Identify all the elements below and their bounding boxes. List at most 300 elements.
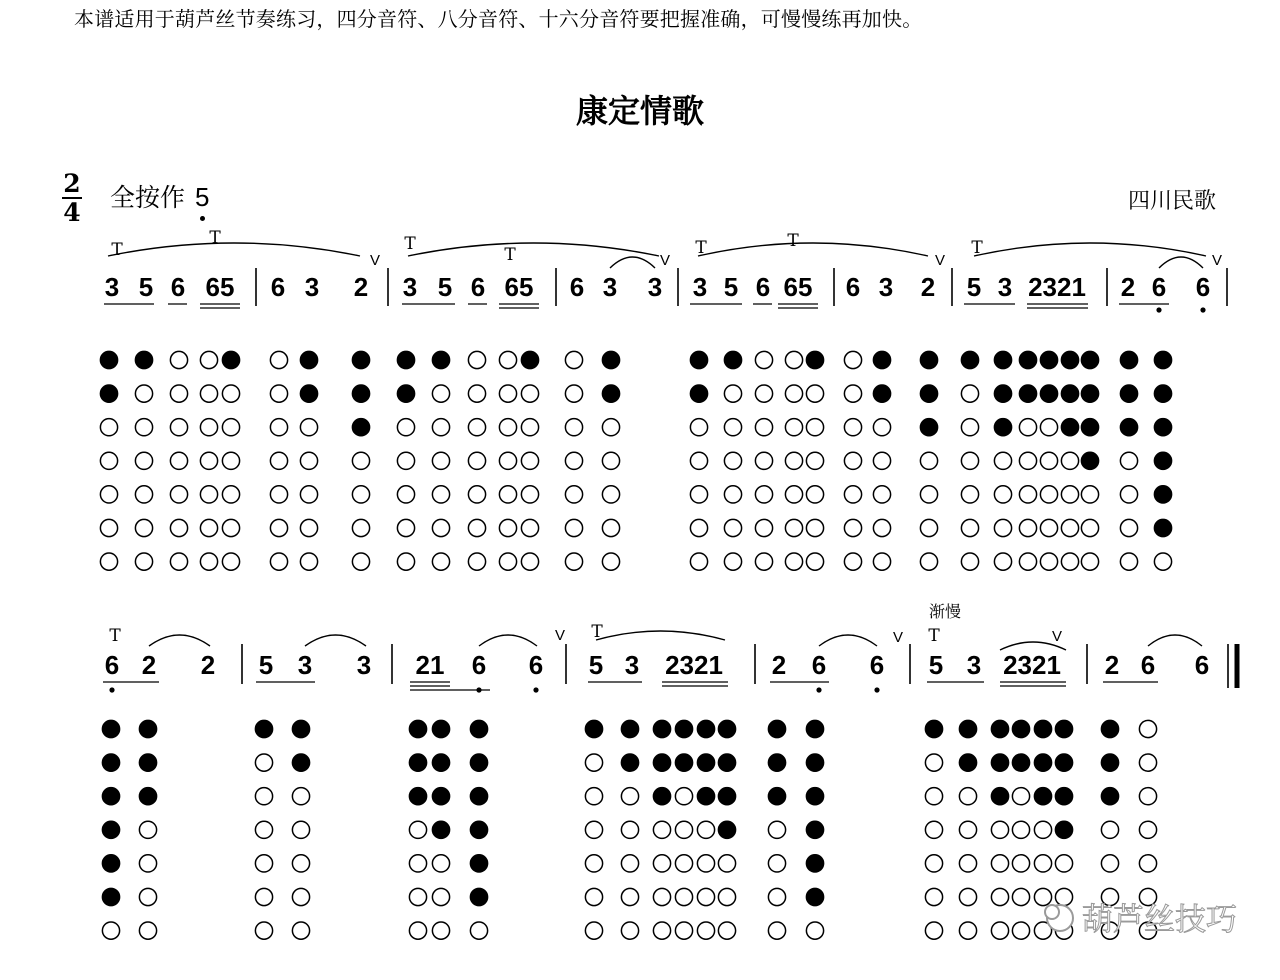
open-hole: [1081, 553, 1098, 570]
open-hole: [468, 452, 485, 469]
fingering-note-value: 5: [195, 182, 210, 212]
open-hole: [100, 519, 117, 536]
open-hole: [718, 888, 735, 905]
note: 21: [415, 650, 445, 680]
open-hole: [785, 553, 802, 570]
open-hole: [100, 486, 117, 503]
open-hole: [352, 553, 369, 570]
open-hole: [1040, 452, 1057, 469]
phrase-slur: [974, 243, 1206, 256]
open-hole: [873, 553, 890, 570]
closed-hole: [724, 351, 741, 368]
octave-dot: [533, 687, 538, 692]
closed-hole: [991, 720, 1008, 737]
open-hole: [602, 486, 619, 503]
open-hole: [961, 519, 978, 536]
open-hole: [292, 888, 309, 905]
closed-hole: [1154, 419, 1171, 436]
closed-hole: [1154, 385, 1171, 402]
open-hole: [602, 419, 619, 436]
open-hole: [768, 888, 785, 905]
open-hole: [255, 855, 272, 872]
open-hole: [139, 821, 156, 838]
note: 6: [471, 650, 487, 680]
open-hole: [270, 553, 287, 570]
open-hole: [768, 855, 785, 872]
open-hole: [785, 486, 802, 503]
closed-hole: [920, 351, 937, 368]
open-hole: [690, 553, 707, 570]
open-hole: [873, 419, 890, 436]
open-hole: [785, 385, 802, 402]
closed-hole: [1101, 754, 1118, 771]
open-hole: [352, 519, 369, 536]
open-hole: [585, 922, 602, 939]
closed-hole: [470, 720, 487, 737]
open-hole: [1055, 888, 1072, 905]
open-hole: [675, 788, 692, 805]
octave-dot: [109, 687, 114, 692]
closed-hole: [102, 788, 119, 805]
open-hole: [200, 519, 217, 536]
open-hole: [135, 519, 152, 536]
open-hole: [785, 351, 802, 368]
slur: [305, 635, 366, 646]
note: 6: [1151, 272, 1167, 302]
open-hole: [409, 821, 426, 838]
open-hole: [690, 486, 707, 503]
closed-hole: [397, 385, 414, 402]
open-hole: [806, 385, 823, 402]
closed-hole: [352, 351, 369, 368]
closed-hole: [718, 720, 735, 737]
open-hole: [844, 519, 861, 536]
open-hole: [653, 855, 670, 872]
open-hole: [806, 419, 823, 436]
open-hole: [994, 519, 1011, 536]
open-hole: [397, 486, 414, 503]
closed-hole: [300, 351, 317, 368]
closed-hole: [690, 351, 707, 368]
slur: [1159, 257, 1203, 268]
open-hole: [521, 452, 538, 469]
closed-hole: [1055, 720, 1072, 737]
open-hole: [1040, 519, 1057, 536]
closed-hole: [873, 351, 890, 368]
closed-hole: [1061, 419, 1078, 436]
open-hole: [602, 519, 619, 536]
closed-hole: [1055, 821, 1072, 838]
open-hole: [755, 385, 772, 402]
open-hole: [1040, 553, 1057, 570]
open-hole: [270, 452, 287, 469]
tongue-mark: T: [591, 622, 603, 642]
open-hole: [768, 922, 785, 939]
open-hole: [200, 553, 217, 570]
open-hole: [991, 821, 1008, 838]
open-hole: [470, 922, 487, 939]
open-hole: [959, 888, 976, 905]
open-hole: [653, 821, 670, 838]
closed-hole: [1081, 351, 1098, 368]
open-hole: [200, 486, 217, 503]
closed-hole: [255, 720, 272, 737]
open-hole: [397, 419, 414, 436]
open-hole: [432, 452, 449, 469]
closed-hole: [994, 351, 1011, 368]
closed-hole: [409, 788, 426, 805]
open-hole: [697, 922, 714, 939]
closed-hole: [621, 754, 638, 771]
closed-hole: [1034, 754, 1051, 771]
open-hole: [959, 922, 976, 939]
closed-hole: [718, 788, 735, 805]
open-hole: [565, 419, 582, 436]
note: 6: [755, 272, 771, 302]
open-hole: [468, 385, 485, 402]
open-hole: [961, 385, 978, 402]
open-hole: [300, 486, 317, 503]
open-hole: [961, 419, 978, 436]
open-hole: [920, 519, 937, 536]
tongue-mark: T: [404, 234, 416, 254]
open-hole: [724, 519, 741, 536]
tongue-mark: T: [209, 228, 221, 248]
open-hole: [521, 385, 538, 402]
open-hole: [499, 452, 516, 469]
open-hole: [806, 922, 823, 939]
note: 2: [920, 272, 936, 302]
note: 3: [966, 650, 982, 680]
open-hole: [565, 385, 582, 402]
closed-hole: [768, 754, 785, 771]
open-hole: [785, 419, 802, 436]
time-signature-bottom: 4: [63, 198, 81, 227]
open-hole: [1120, 519, 1137, 536]
closed-hole: [697, 754, 714, 771]
closed-hole: [768, 720, 785, 737]
open-hole: [653, 888, 670, 905]
open-hole: [1019, 419, 1036, 436]
closed-hole: [806, 788, 823, 805]
open-hole: [1012, 922, 1029, 939]
open-hole: [991, 855, 1008, 872]
closed-hole: [1154, 519, 1171, 536]
open-hole: [468, 351, 485, 368]
open-hole: [468, 419, 485, 436]
open-hole: [724, 452, 741, 469]
note: 5: [966, 272, 982, 302]
closed-hole: [1154, 486, 1171, 503]
note: 6: [470, 272, 486, 302]
closed-hole: [602, 351, 619, 368]
open-hole: [585, 788, 602, 805]
open-hole: [170, 385, 187, 402]
open-hole: [255, 888, 272, 905]
open-hole: [1055, 855, 1072, 872]
note: 3: [104, 272, 120, 302]
slur: [819, 635, 877, 646]
slur: [149, 635, 210, 646]
open-hole: [300, 419, 317, 436]
open-hole: [499, 553, 516, 570]
closed-hole: [100, 351, 117, 368]
open-hole: [432, 855, 449, 872]
open-hole: [432, 922, 449, 939]
closed-hole: [470, 821, 487, 838]
open-hole: [925, 754, 942, 771]
note: 5: [928, 650, 944, 680]
closed-hole: [697, 720, 714, 737]
open-hole: [785, 452, 802, 469]
closed-hole: [585, 720, 602, 737]
open-hole: [565, 519, 582, 536]
closed-hole: [675, 754, 692, 771]
closed-hole: [1120, 351, 1137, 368]
open-hole: [499, 351, 516, 368]
open-hole: [1061, 553, 1078, 570]
closed-hole: [1019, 385, 1036, 402]
open-hole: [675, 888, 692, 905]
watermark: 葫芦丝技巧: [1082, 902, 1237, 938]
note: 5: [723, 272, 739, 302]
open-hole: [873, 519, 890, 536]
open-hole: [873, 452, 890, 469]
closed-hole: [292, 720, 309, 737]
open-hole: [139, 855, 156, 872]
open-hole: [1061, 452, 1078, 469]
closed-hole: [432, 788, 449, 805]
time-signature-top: 2: [63, 169, 81, 198]
open-hole: [135, 452, 152, 469]
open-hole: [785, 519, 802, 536]
note: 5: [258, 650, 274, 680]
closed-hole: [470, 754, 487, 771]
open-hole: [100, 452, 117, 469]
note: 6: [569, 272, 585, 302]
open-hole: [920, 486, 937, 503]
note: 3: [602, 272, 618, 302]
note: 3: [297, 650, 313, 680]
open-hole: [724, 486, 741, 503]
closed-hole: [432, 351, 449, 368]
note: 3: [692, 272, 708, 302]
composer: 四川民歌: [1128, 189, 1217, 214]
phrase-slur: [108, 243, 360, 256]
breath-mark: V: [934, 252, 946, 269]
note: 5: [138, 272, 154, 302]
open-hole: [100, 553, 117, 570]
note: 65: [783, 272, 813, 302]
note: 3: [878, 272, 894, 302]
closed-hole: [102, 855, 119, 872]
closed-hole: [1040, 385, 1057, 402]
open-hole: [135, 486, 152, 503]
open-hole: [1061, 519, 1078, 536]
open-hole: [724, 419, 741, 436]
breath-mark: V: [369, 252, 381, 269]
open-hole: [621, 888, 638, 905]
closed-hole: [1040, 351, 1057, 368]
open-hole: [994, 553, 1011, 570]
open-hole: [102, 922, 119, 939]
open-hole: [292, 788, 309, 805]
note: 3: [356, 650, 372, 680]
open-hole: [602, 553, 619, 570]
open-hole: [270, 519, 287, 536]
open-hole: [961, 452, 978, 469]
open-hole: [994, 486, 1011, 503]
open-hole: [653, 922, 670, 939]
open-hole: [1139, 754, 1156, 771]
open-hole: [1101, 821, 1118, 838]
open-hole: [1019, 553, 1036, 570]
open-hole: [724, 553, 741, 570]
phrase-slur: [596, 631, 725, 640]
closed-hole: [102, 754, 119, 771]
closed-hole: [102, 821, 119, 838]
note: 3: [647, 272, 663, 302]
open-hole: [222, 553, 239, 570]
open-hole: [991, 888, 1008, 905]
closed-hole: [1120, 385, 1137, 402]
slur: [610, 257, 655, 268]
closed-hole: [1120, 419, 1137, 436]
open-hole: [844, 385, 861, 402]
closed-hole: [653, 754, 670, 771]
open-hole: [300, 519, 317, 536]
closed-hole: [1061, 351, 1078, 368]
open-hole: [521, 486, 538, 503]
open-hole: [468, 553, 485, 570]
slur: [1148, 635, 1202, 646]
open-hole: [585, 821, 602, 838]
note: 5: [588, 650, 604, 680]
closed-hole: [653, 720, 670, 737]
closed-hole: [300, 385, 317, 402]
note: 3: [402, 272, 418, 302]
note: 6: [1194, 650, 1210, 680]
octave-dot: [816, 687, 821, 692]
open-hole: [255, 821, 272, 838]
octave-dot: [1156, 307, 1161, 312]
open-hole: [255, 788, 272, 805]
open-hole: [270, 419, 287, 436]
open-hole: [621, 855, 638, 872]
octave-dot: [1200, 307, 1205, 312]
note: 65: [504, 272, 534, 302]
open-hole: [755, 351, 772, 368]
open-hole: [432, 888, 449, 905]
open-hole: [200, 385, 217, 402]
open-hole: [602, 452, 619, 469]
open-hole: [1012, 821, 1029, 838]
breath-mark: V: [554, 627, 566, 644]
closed-hole: [432, 720, 449, 737]
closed-hole: [470, 855, 487, 872]
open-hole: [718, 855, 735, 872]
closed-hole: [292, 754, 309, 771]
open-hole: [135, 385, 152, 402]
open-hole: [292, 922, 309, 939]
open-hole: [222, 519, 239, 536]
open-hole: [873, 486, 890, 503]
open-hole: [585, 888, 602, 905]
open-hole: [135, 419, 152, 436]
open-hole: [352, 486, 369, 503]
closed-hole: [1055, 788, 1072, 805]
open-hole: [409, 922, 426, 939]
closed-hole: [1055, 754, 1072, 771]
open-hole: [1019, 486, 1036, 503]
open-hole: [521, 519, 538, 536]
open-hole: [170, 452, 187, 469]
open-hole: [1120, 486, 1137, 503]
open-hole: [1034, 855, 1051, 872]
open-hole: [200, 351, 217, 368]
open-hole: [432, 385, 449, 402]
closed-hole: [1101, 720, 1118, 737]
open-hole: [1139, 821, 1156, 838]
closed-hole: [352, 419, 369, 436]
open-hole: [139, 888, 156, 905]
open-hole: [292, 855, 309, 872]
closed-hole: [409, 720, 426, 737]
closed-hole: [806, 720, 823, 737]
closed-hole: [718, 754, 735, 771]
open-hole: [697, 821, 714, 838]
breath-mark: V: [1211, 252, 1223, 269]
open-hole: [755, 452, 772, 469]
open-hole: [432, 419, 449, 436]
open-hole: [1034, 888, 1051, 905]
open-hole: [1012, 888, 1029, 905]
open-hole: [170, 351, 187, 368]
closed-hole: [621, 720, 638, 737]
open-hole: [844, 486, 861, 503]
closed-hole: [994, 385, 1011, 402]
note: 2: [353, 272, 369, 302]
open-hole: [1081, 519, 1098, 536]
open-hole: [755, 486, 772, 503]
open-hole: [222, 385, 239, 402]
open-hole: [432, 486, 449, 503]
note: 5: [437, 272, 453, 302]
open-hole: [521, 419, 538, 436]
open-hole: [806, 553, 823, 570]
note: 6: [270, 272, 286, 302]
open-hole: [925, 821, 942, 838]
closed-hole: [102, 888, 119, 905]
open-hole: [255, 922, 272, 939]
open-hole: [432, 519, 449, 536]
open-hole: [565, 553, 582, 570]
open-hole: [409, 855, 426, 872]
open-hole: [1061, 486, 1078, 503]
closed-hole: [139, 754, 156, 771]
open-hole: [920, 452, 937, 469]
open-hole: [1081, 486, 1098, 503]
tongue-mark: T: [971, 238, 983, 258]
open-hole: [1012, 788, 1029, 805]
open-hole: [565, 486, 582, 503]
closed-hole: [432, 754, 449, 771]
open-hole: [768, 821, 785, 838]
open-hole: [920, 553, 937, 570]
open-hole: [697, 855, 714, 872]
open-hole: [139, 922, 156, 939]
open-hole: [959, 855, 976, 872]
